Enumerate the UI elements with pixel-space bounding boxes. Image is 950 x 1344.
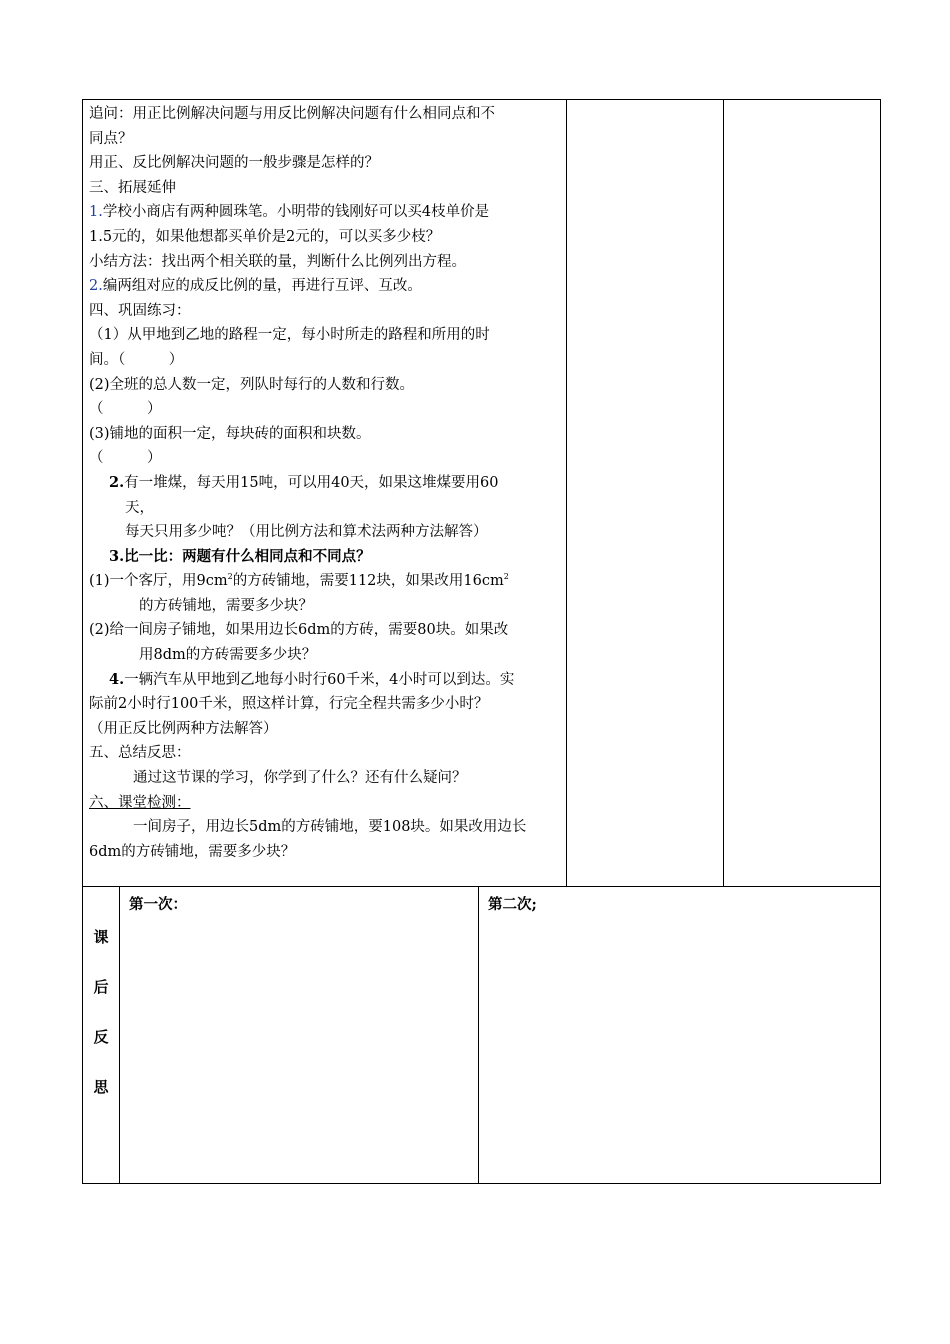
column-divider <box>119 887 120 1183</box>
text-line: （用正反比例两种方法解答） <box>89 720 278 737</box>
text-line <box>89 200 565 225</box>
text-span: 学校小商店有两种圆珠笔。小明带的钱刚好可以买4枝单价是 <box>102 204 490 221</box>
text-line <box>89 471 565 496</box>
reflection-table <box>82 886 881 1184</box>
item-number: 1. <box>89 204 103 221</box>
label-char: 思 <box>93 1078 109 1096</box>
text-line: （ ） <box>89 401 162 418</box>
label-char: 反 <box>93 1028 109 1046</box>
lesson-text <box>89 102 565 864</box>
superscript: 2 <box>227 572 233 582</box>
text-line: 3.比一比：两题有什么相同点和不同点？ <box>109 547 371 565</box>
text-line: 的方砖铺地，需要多少块？ <box>139 597 313 614</box>
section-heading: 四、巩固练习： <box>89 302 191 319</box>
label-char: 课 <box>93 928 109 946</box>
text-line: 小结方法：找出两个相关联的量，判断什么比例列出方程。 <box>89 253 466 270</box>
item-number: 2. <box>109 473 125 491</box>
text-span: 的方砖铺地，需要112块，如果改用16cm <box>232 573 504 590</box>
column-divider <box>723 100 724 887</box>
text-line: 天， <box>125 499 154 516</box>
text-line <box>89 569 565 594</box>
first-reflection-title: 第一次： <box>129 896 187 913</box>
section-heading: 三、拓展延伸 <box>89 179 176 196</box>
text-line: （ ） <box>89 450 162 467</box>
item-number: 4. <box>109 670 125 688</box>
text-line: (2)给一间房子铺地，如果用边长6dm的方砖，需要80块。如果改 <box>89 622 509 639</box>
text-line <box>89 274 565 299</box>
text-line <box>89 668 565 693</box>
text-span: (1)一个客厅，用9cm <box>89 573 228 590</box>
item-number: 2. <box>89 278 103 295</box>
text-line: 1.5元的，如果他想都买单价是2元的，可以买多少枝？ <box>89 228 441 245</box>
text-line: 同点？ <box>89 130 133 147</box>
text-line: （1）从甲地到乙地的路程一定，每小时所走的路程和所用的时 <box>89 327 490 344</box>
column-divider <box>566 100 567 887</box>
text-line: (2)全班的总人数一定，列队时每行的人数和行数。 <box>89 376 415 393</box>
second-reflection-title: 第二次; <box>488 896 537 913</box>
text-span: 有一堆煤，每天用15吨，可以用40天，如果这堆煤要用60 <box>124 474 499 491</box>
label-char: 后 <box>93 978 109 996</box>
text-line: 追问：用正比例解决问题与用反比例解决问题有什么相同点和不 <box>89 106 495 122</box>
text-line: 用8dm的方砖需要多少块？ <box>139 647 317 664</box>
text-line: (3)铺地的面积一定，每块砖的面积和块数。 <box>89 425 371 442</box>
reflection-label <box>83 925 119 1125</box>
text-line: 每天只用多少吨？（用比例方法和算术法两种方法解答） <box>125 524 488 541</box>
underlined-heading: 六、课堂检测： <box>89 794 191 811</box>
text-line: 6dm的方砖铺地，需要多少块？ <box>89 843 296 860</box>
text-span: 编两组对应的成反比例的量，再进行互评、互改。 <box>102 278 422 295</box>
text-line: 际前2小时行100千米，照这样计算，行完全程共需多少小时？ <box>89 696 489 713</box>
text-line: 一间房子，用边长5dm的方砖铺地，要108块。如果改用边长 <box>133 819 527 836</box>
superscript: 2 <box>503 572 509 582</box>
text-span: 一辆汽车从甲地到乙地每小时行60千米，4小时可以到达。实 <box>124 671 515 688</box>
text-line: 通过这节课的学习，你学到了什么？还有什么疑问？ <box>133 770 467 787</box>
text-line: 间。（ ） <box>89 351 184 368</box>
section-heading: 五、总结反思： <box>89 745 191 762</box>
text-line: 用正、反比例解决问题的一般步骤是怎样的？ <box>89 155 379 172</box>
section-heading <box>89 791 565 816</box>
column-divider <box>478 887 479 1183</box>
lesson-content-table <box>82 99 881 887</box>
